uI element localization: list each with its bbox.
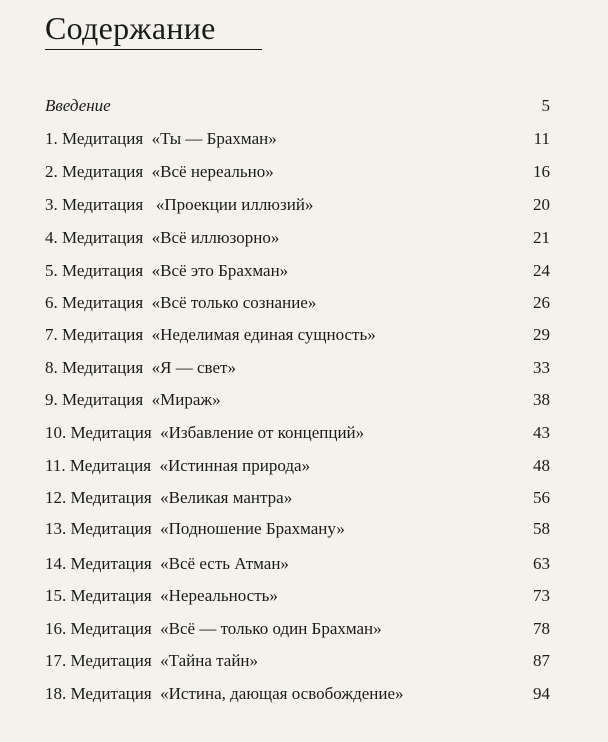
toc-entry-page: 29 xyxy=(533,325,550,344)
toc-entry[interactable] xyxy=(45,420,550,446)
toc-entry-label: 10. Медитация «Избавление от концепций» xyxy=(45,423,365,442)
toc-entry-page: 48 xyxy=(533,456,550,475)
toc-entry-label: Введение xyxy=(45,96,111,115)
toc-entry[interactable] xyxy=(45,159,550,185)
toc-entry[interactable] xyxy=(45,485,550,511)
toc-entry[interactable] xyxy=(45,583,550,609)
toc-entry-page: 16 xyxy=(533,162,550,181)
toc-entry-label: 3. Медитация «Проекции иллюзий» xyxy=(45,195,314,214)
toc-entry-page: 20 xyxy=(533,195,550,214)
toc-entry-label: 7. Медитация «Неделимая единая сущность» xyxy=(45,325,376,344)
toc-entry-label: 11. Медитация «Истинная природа» xyxy=(45,456,311,475)
toc-entry-label: 5. Медитация «Всё это Брахман» xyxy=(45,261,289,280)
toc-entry-label: 6. Медитация «Всё только сознание» xyxy=(45,293,317,312)
toc-entry-label: 9. Медитация «Мираж» xyxy=(45,390,221,409)
title-underline xyxy=(45,49,262,50)
toc-entry-label: 2. Медитация «Всё нереально» xyxy=(45,162,274,181)
toc-entry-label: 8. Медитация «Я — свет» xyxy=(45,358,236,377)
toc-entry[interactable] xyxy=(45,322,550,348)
toc-entry-label: 14. Медитация «Всё есть Атман» xyxy=(45,554,289,573)
toc-entry[interactable] xyxy=(45,516,550,542)
toc-entry-page: 24 xyxy=(533,261,550,280)
toc-entry[interactable] xyxy=(45,453,550,479)
page-title: Содержание xyxy=(45,10,216,46)
toc-entry[interactable] xyxy=(45,355,550,381)
toc-entry-page: 43 xyxy=(533,423,550,442)
toc-entry-page: 26 xyxy=(533,293,550,312)
toc-entry[interactable] xyxy=(45,681,550,707)
toc-entry-label: 13. Медитация «Подношение Брахману» xyxy=(45,519,345,538)
toc-entry-page: 38 xyxy=(533,390,550,409)
toc-entry-label: 4. Медитация «Всё иллюзорно» xyxy=(45,228,280,247)
toc-entry[interactable] xyxy=(45,290,550,316)
toc-entry-label: 17. Медитация «Тайна тайн» xyxy=(45,651,259,670)
toc-entry-page: 78 xyxy=(533,619,550,638)
toc-entry[interactable] xyxy=(45,192,550,218)
toc-entry-label: 16. Медитация «Всё — только один Брахман» xyxy=(45,619,382,638)
toc-entry-page: 73 xyxy=(533,586,550,605)
toc-entry-page: 56 xyxy=(533,488,550,507)
toc-entry-label: 18. Медитация «Истина, дающая освобождение» xyxy=(45,684,404,703)
toc-entry-page: 21 xyxy=(533,228,550,247)
toc-entry[interactable] xyxy=(45,387,550,413)
toc-entry-page: 63 xyxy=(533,554,550,573)
toc-entry-page: 33 xyxy=(533,358,550,377)
toc-entry-label: 15. Медитация «Нереальность» xyxy=(45,586,278,605)
toc-entry[interactable] xyxy=(45,258,550,284)
toc-entry-page: 5 xyxy=(541,96,550,115)
toc-entry-page: 87 xyxy=(533,651,550,670)
toc-entry-page: 11 xyxy=(533,129,550,148)
toc-entry-label: 12. Медитация «Великая мантра» xyxy=(45,488,293,507)
toc-entry[interactable] xyxy=(45,616,550,642)
toc-entry-page: 94 xyxy=(533,684,550,703)
toc-entry-label: 1. Медитация «Ты — Брахман» xyxy=(45,129,277,148)
toc-entry[interactable] xyxy=(45,551,550,577)
toc-entry-page: 58 xyxy=(533,519,550,538)
toc-entry[interactable] xyxy=(45,648,550,674)
toc-entry-introduction[interactable] xyxy=(45,93,550,119)
toc-entry[interactable] xyxy=(45,225,550,251)
toc-entry[interactable] xyxy=(45,126,550,152)
